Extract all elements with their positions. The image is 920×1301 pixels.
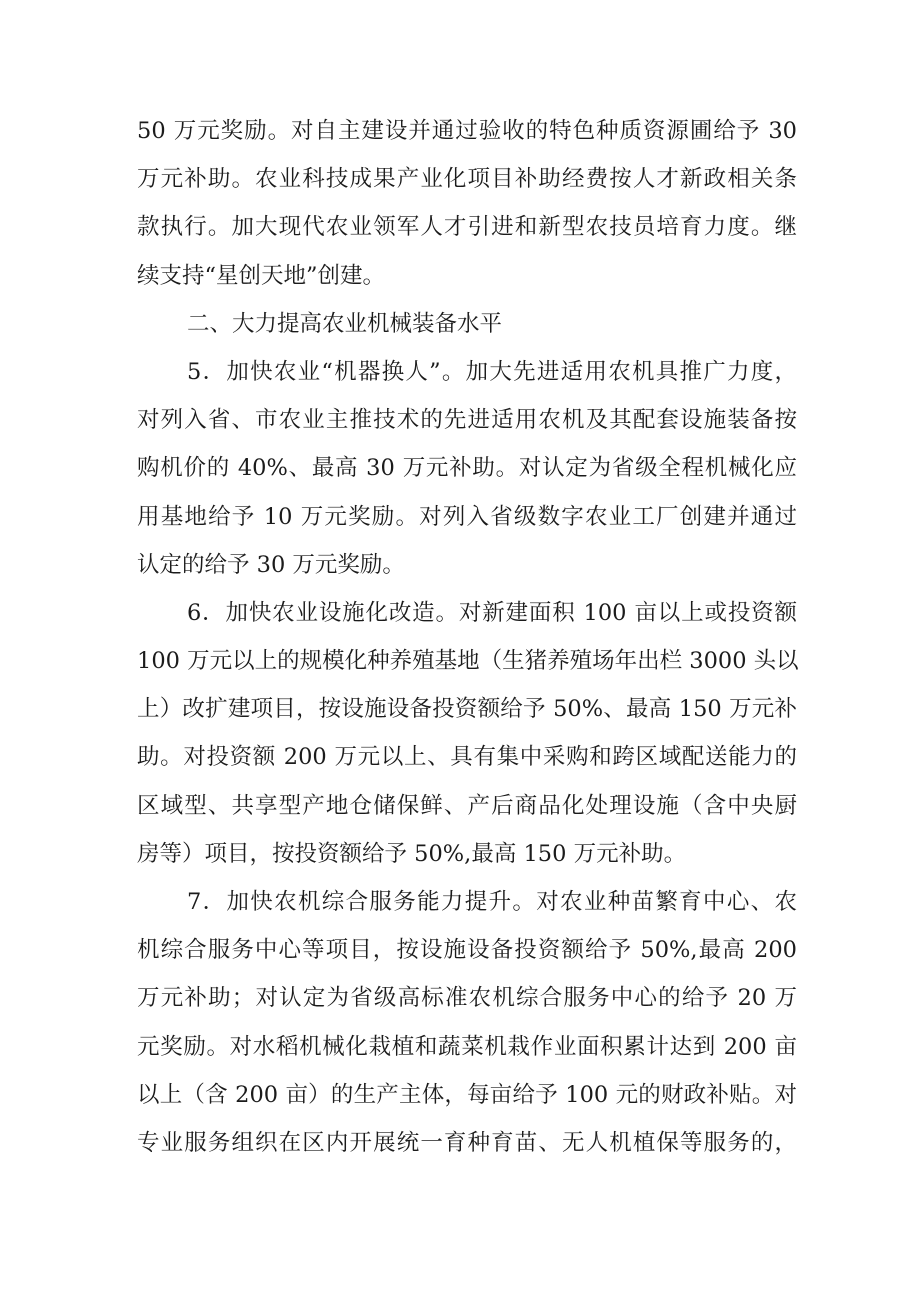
paragraph-line: 机综合服务中心等项目，按设施设备投资额给予 50%,最高 200 (137, 937, 797, 964)
paragraph-line: 专业服务组织在区内开展统一育种育苗、无人机植保等服务的， (137, 1129, 797, 1156)
paragraph-line: 对列入省、市农业主推技术的先进适用农机及其配套设施装备按 (137, 407, 797, 434)
section-heading: 二、大力提高农业机械装备水平 (187, 310, 503, 337)
document-body (137, 107, 797, 1167)
paragraph-line: 购机价的 40%、最高 30 万元补助。对认定为省级全程机械化应 (137, 455, 797, 482)
item-7-paragraph (137, 878, 797, 1167)
paragraph-line: 5．加快农业“机器换人”。加大先进适用农机具推广力度， (187, 358, 797, 385)
paragraph-line: 续支持“星创天地”创建。 (137, 262, 386, 289)
continuation-paragraph (137, 107, 797, 300)
paragraph-line: 50 万元奖励。对自主建设并通过验收的特色种质资源圃给予 30 (137, 118, 797, 144)
paragraph-line: 助。对投资额 200 万元以上、具有集中采购和跨区域配送能力的 (137, 744, 797, 771)
paragraph-line: 100 万元以上的规模化种养殖基地（生猪养殖场年出栏 3000 头以 (137, 648, 799, 675)
paragraph-line: 用基地给予 10 万元奖励。对列入省级数字农业工厂创建并通过 (137, 503, 797, 530)
paragraph-line: 区域型、共享型产地仓储保鲜、产后商品化处理设施（含中央厨 (137, 792, 797, 819)
paragraph-line: 7．加快农机综合服务能力提升。对农业种苗繁育中心、农 (187, 889, 797, 915)
item-5-paragraph (137, 348, 797, 589)
paragraph-line: 上）改扩建项目，按设施设备投资额给予 50%、最高 150 万元补 (137, 696, 797, 723)
paragraph-line: 元奖励。对水稻机械化栽植和蔬菜机栽作业面积累计达到 200 亩 (137, 1033, 797, 1060)
paragraph-line: 款执行。加大现代农业领军人才引进和新型农技员培育力度。继 (137, 214, 797, 241)
item-6-paragraph (137, 589, 797, 878)
paragraph-line: 房等）项目，按投资额给予 50%,最高 150 万元补助。 (137, 840, 687, 867)
paragraph-line: 以上（含 200 亩）的生产主体，每亩给予 100 元的财政补贴。对 (137, 1081, 797, 1108)
paragraph-line: 万元补助；对认定为省级高标准农机综合服务中心的给予 20 万 (137, 985, 797, 1012)
paragraph-line: 认定的给予 30 万元奖励。 (137, 551, 405, 578)
paragraph-line: 万元补助。农业科技成果产业化项目补助经费按人才新政相关条 (137, 166, 797, 193)
paragraph-line: 6．加快农业设施化改造。对新建面积 100 亩以上或投资额 (187, 599, 797, 626)
